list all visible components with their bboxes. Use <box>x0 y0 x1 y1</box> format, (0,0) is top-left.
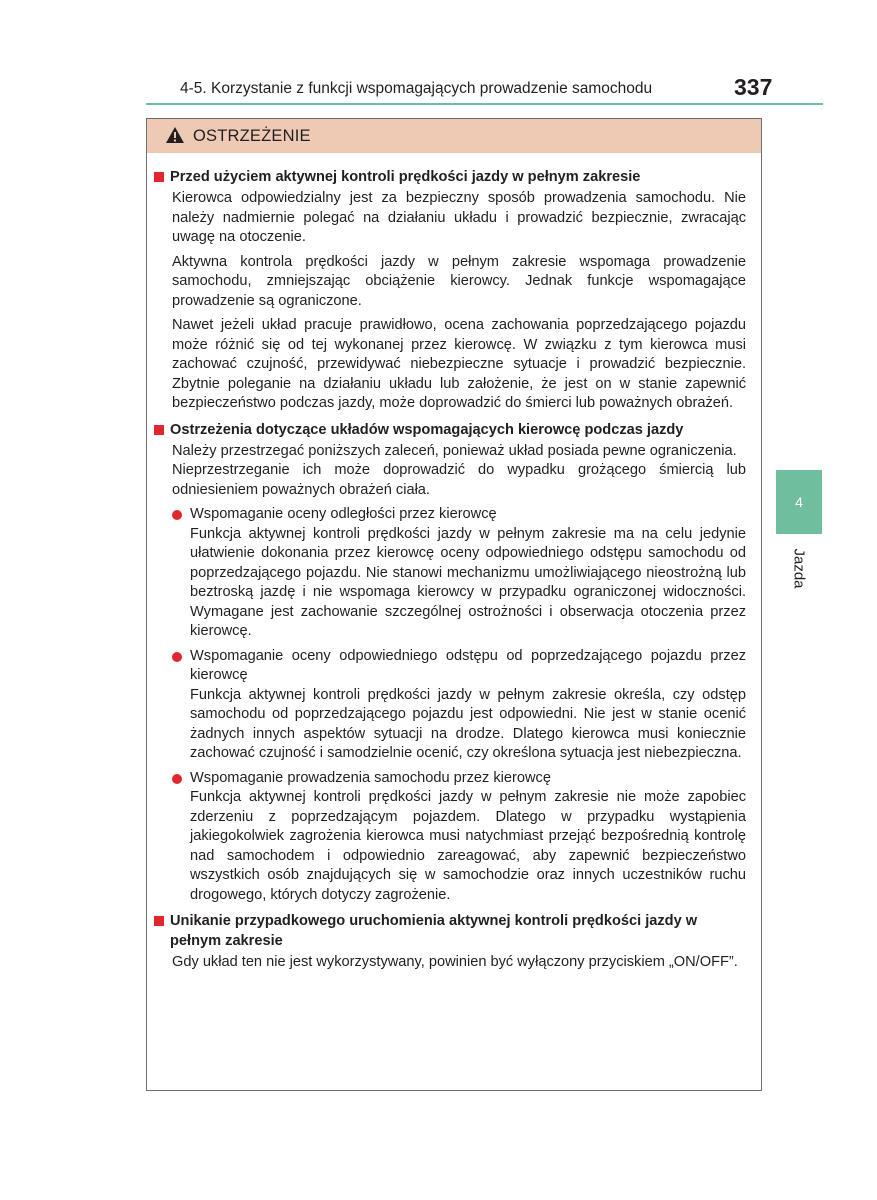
paragraph: Aktywna kontrola prędkości jazdy w pełnym zakresie wspomaga prowadzenie samochodu, zmniejszając obciążenie kierowcy. Jednak funkcje wspomagające prowadzenie są ograniczone. <box>172 253 746 309</box>
section-heading: Ostrzeżenia dotyczące układów wspomagających kierowcę podczas jazdy <box>150 420 746 440</box>
warning-section <box>150 167 746 414</box>
paragraph: Kierowca odpowiedzialny jest za bezpieczny sposób prowadzenia samochodu. Nie należy nadmiernie polegać na działaniu układu i prowadzić bezpiecznie, zwracając uwagę na otoczenie. <box>172 190 746 245</box>
list-item <box>150 505 746 642</box>
warning-section <box>150 420 746 906</box>
warning-header <box>147 119 761 153</box>
red-square-marker-icon <box>154 425 164 435</box>
paragraph: Należy przestrzegać poniższych zaleceń, ponieważ układ posiada pewne ograniczenia. <box>172 442 737 459</box>
red-square-marker-icon <box>154 172 164 182</box>
bullet-title: Wspomaganie prowadzenia samochodu przez kierowcę <box>190 769 551 786</box>
header-divider <box>146 103 823 105</box>
page-number: 337 <box>734 74 773 100</box>
red-dot-bullet-icon <box>172 774 182 784</box>
paragraph: Nieprzestrzeganie ich może doprowadzić do wypadku grożącego śmiercią lub odniesieniem poważnych obrażeń ciała. <box>172 462 746 498</box>
warning-content <box>147 155 761 979</box>
section-heading: Przed użyciem aktywnej kontroli prędkości jazdy w pełnym zakresie <box>150 167 746 187</box>
warning-title: OSTRZEŻENIE <box>193 127 311 145</box>
list-item <box>150 647 746 764</box>
chapter-number: 4 <box>795 494 803 510</box>
red-square-marker-icon <box>154 916 164 926</box>
warning-triangle-icon <box>165 126 185 144</box>
paragraph: Nawet jeżeli układ pracuje prawidłowo, ocena zachowania poprzedzającego pojazdu może różnić się od tej wykonanej przez kierowcę. W związku z tym kierowca musi zachować czujność, przewidywać niebezpieczne sytuacje i prowadzić bezpiecznie. Zbytnie poleganie na działaniu układu lub założenie, że jest on w stanie zapewnić bezpieczeństwo podczas jazdy, może doprowadzić do śmierci lub poważnych obrażeń. <box>172 317 746 411</box>
bullet-body: Funkcja aktywnej kontroli prędkości jazdy w pełnym zakresie określa, czy odstęp samochodu od poprzedzającego pojazdu jest odpowiedni. Nie jest w stanie ocenić żadnych innych aspektów sytuacji na drodze. Dlatego kierowca musi koniecznie zachować czujność i samodzielnie ocenić, czy określona sytuacja jest niebezpieczna. <box>190 686 746 761</box>
warning-section <box>150 911 746 973</box>
chapter-label: Jazda <box>790 548 808 589</box>
bullet-body: Funkcja aktywnej kontroli prędkości jazdy w pełnym zakresie ma na celu jedynie ułatwienie dokonania przez kierowcę oceny odpowiedniego odstępu samochodu od poprzedzającego pojazdu. Nie stanowi mechanizmu umożliwiającego nieostrożną lub beztroską jazdę i nie wspomaga kierowcy w przypadku ograniczonej widoczności. Wymagane jest zachowanie szczególnej ostrożności i obserwacja otoczenia przez kierowcę. <box>190 525 746 639</box>
list-item <box>150 769 746 906</box>
warning-box <box>146 118 762 1091</box>
page-header <box>0 74 877 104</box>
bullet-title: Wspomaganie oceny odpowiedniego odstępu od poprzedzającego pojazdu przez kierowcę <box>190 647 746 683</box>
chapter-title: 4-5. Korzystanie z funkcji wspomagających prowadzenie samochodu <box>180 80 653 97</box>
paragraph: Gdy układ ten nie jest wykorzystywany, powinien być wyłączony przyciskiem „ON/OFF”. <box>172 954 738 970</box>
bullet-title: Wspomaganie oceny odległości przez kierowcę <box>190 506 497 522</box>
red-dot-bullet-icon <box>172 510 182 520</box>
red-dot-bullet-icon <box>172 652 182 662</box>
chapter-tab <box>776 470 822 534</box>
bullet-body: Funkcja aktywnej kontroli prędkości jazdy w pełnym zakresie nie może zapobiec zderzeniu z poprzedzającym pojazdem. Dlatego w przypadku wystąpienia jakiegokolwiek zagrożenia kierowca musi natychmiast przejąć bezpośrednią kontrolę nad samochodem i odpowiednio zareagować, aby zapewnić bezpieczeństwo wszystkich osób znajdujących się w samochodzie oraz innych uczestników ruchu drogowego, których dotyczy zagrożenie. <box>190 789 746 903</box>
section-heading: Unikanie przypadkowego uruchomienia aktywnej kontroli prędkości jazdy w pełnym zakresie <box>150 911 746 951</box>
